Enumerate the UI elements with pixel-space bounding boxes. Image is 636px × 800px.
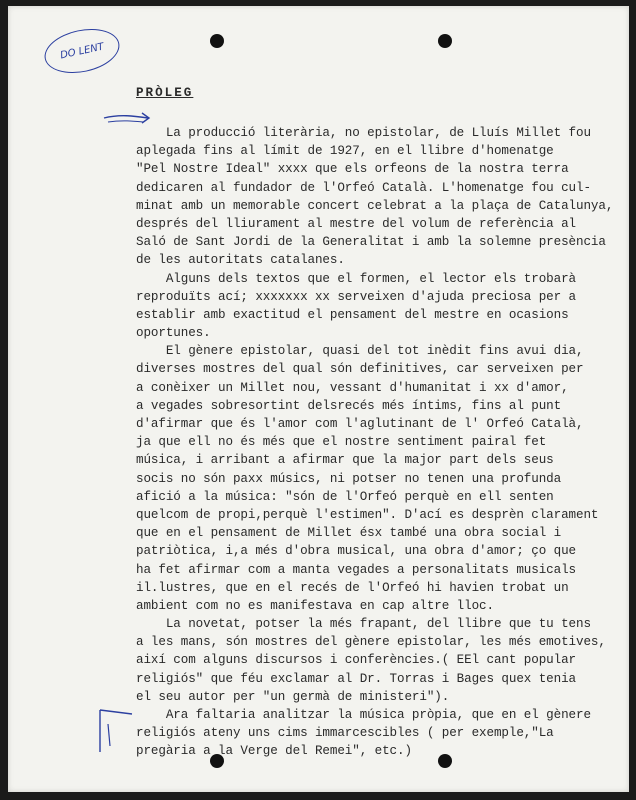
text-line: el seu autor per "un germà de ministeri").: [136, 689, 450, 704]
text-line: Ara faltaria analitzar la música pròpia, que en el gènere: [136, 708, 591, 722]
text-line: religiós ateny uns cims immarcescibles ( per exemple,"La: [136, 726, 554, 741]
text-line: després del lliurament al mestre del volum de referència al: [136, 216, 576, 231]
text-line: il.lustres, que en el recés de l'Orfeó hi havien trobat un: [136, 580, 569, 595]
text-line: El gènere epistolar, quasi del tot inèdit fins avui dia,: [136, 344, 584, 359]
text-line: que en el pensament de Millet ésx també una obra social i: [136, 526, 562, 541]
text-line: establir amb exactitud el pensament del mestre en ocasions: [136, 307, 569, 322]
text-line: ja que ell no és més que el nostre sentiment pairal fet: [136, 435, 547, 450]
text-line: música, i arribant a afirmar que la major part dels seus: [136, 453, 554, 468]
text-line: així com alguns discursos i conferències.( EEl cant popular: [136, 653, 576, 668]
text-line: d'afirmar que és l'amor com l'aglutinant de l' Orfeó Català,: [136, 417, 584, 431]
text-line: diverses mostres del qual són definitives, car serveixen per: [136, 362, 584, 377]
text-line: a vegades sobresortint delsrecés més íntims, fins al punt: [136, 398, 562, 413]
text-line: afició a la música: "són de l'Orfeó perquè en ell senten: [136, 489, 554, 504]
text-line: Saló de Sant Jordi de la Generalitat i amb la solemne presència: [136, 235, 606, 250]
text-line: ha fet afirmar com a manta vegades a personalitats musicals: [136, 562, 576, 577]
text-line: religiós" que féu exclamar al Dr. Torras i Bages quex tenia: [136, 671, 576, 686]
punch-hole: [210, 34, 224, 48]
text-lines: [136, 124, 614, 761]
document-body: [136, 86, 614, 761]
handwritten-note: [40, 23, 123, 80]
text-line: quelcom de propi,perquè l'estimen". D'ací es desprèn clarament: [136, 507, 599, 522]
text-line: La producció literària, no epistolar, de Lluís Millet fou: [136, 126, 591, 140]
text-line: socis no són paxx músics, ni potser no tenen una profunda: [136, 471, 562, 486]
punch-hole: [438, 34, 452, 48]
text-line: reproduïts ací; xxxxxxx xx serveixen d'ajuda preciosa per a: [136, 289, 576, 304]
text-line: a les mans, són mostres del gènere epistolar, les més emotives,: [136, 635, 606, 650]
text-line: pregària a la Verge del Remei", etc.): [136, 744, 412, 759]
text-line: de les autoritats catalanes.: [136, 253, 345, 268]
text-line: "Pel Nostre Ideal" xxxx que els orfeons de la nostra terra: [136, 162, 569, 177]
text-line: aplegada fins al límit de 1927, en el llibre d'homenatge: [136, 144, 554, 159]
text-line: minat amb un memorable concert celebrat a la plaça de Catalunya,: [136, 198, 614, 213]
page-title: PRÒLEG: [136, 86, 194, 100]
text-line: Alguns dels textos que el formen, el lector els trobarà: [136, 271, 576, 286]
handwritten-note-text: DO LENT: [59, 41, 105, 61]
document-page: [8, 6, 629, 792]
text-line: dedicaren al fundador de l'Orfeó Català. L'homenatge fou cul-: [136, 180, 591, 195]
handwritten-bracket-icon: [94, 706, 138, 756]
text-line: oportunes.: [136, 326, 211, 341]
text-line: ambient com no es manifestava en cap altre lloc.: [136, 598, 494, 613]
text-line: a conèixer un Millet nou, vessant d'humanitat i xx d'amor,: [136, 380, 569, 395]
text-line: patriòtica, i,a més d'obra musical, una obra d'amor; ço que: [136, 544, 576, 559]
text-line: La novetat, potser la més frapant, del llibre que tu tens: [136, 617, 591, 632]
